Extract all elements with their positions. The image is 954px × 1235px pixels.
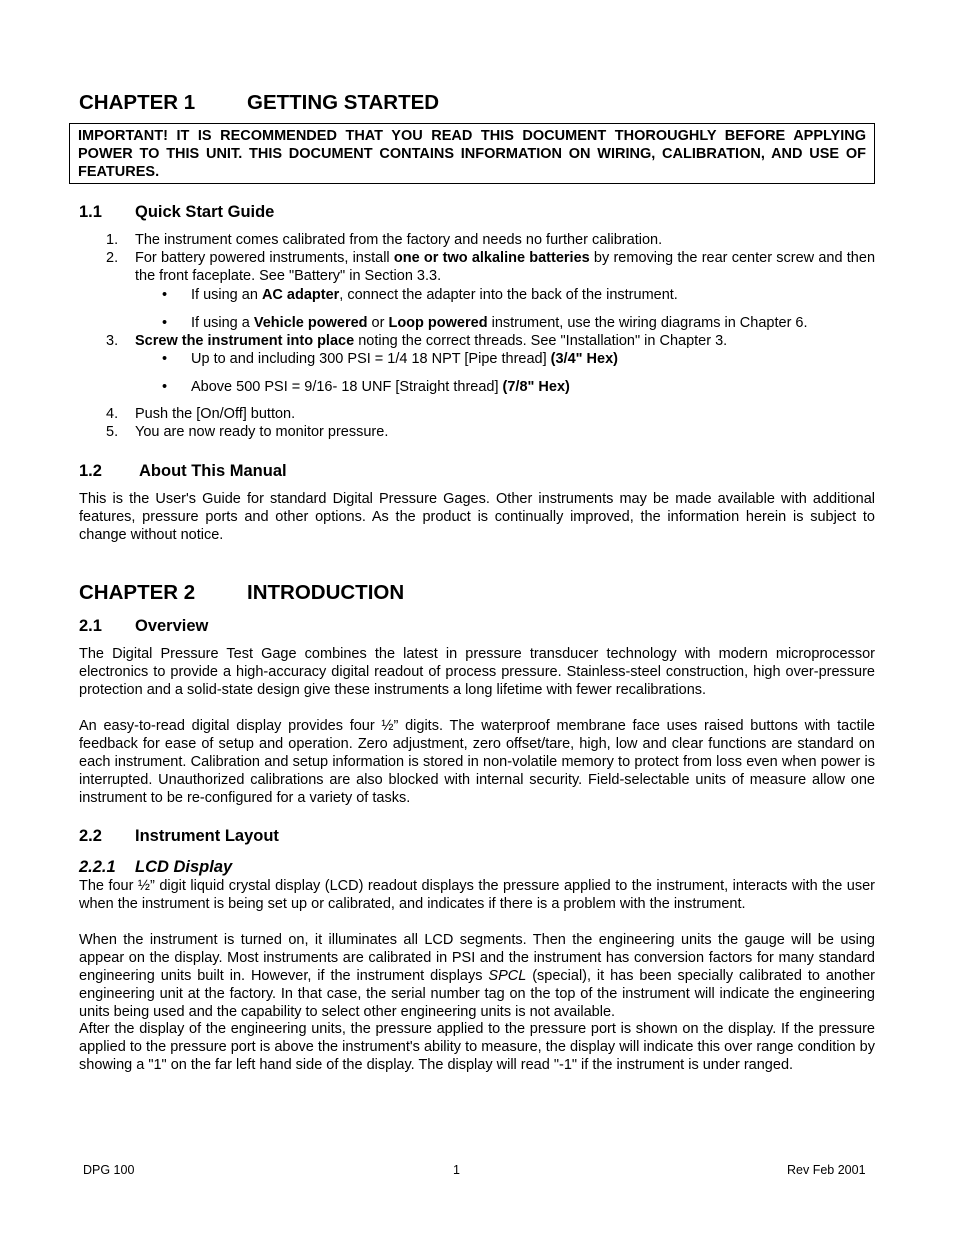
item-text-bold: one or two alkaline batteries <box>393 250 590 266</box>
lcd-paragraph-1: The four ½” digit liquid crystal display (LCD) readout displays the pressure applied to the instrument, interacts with the user when the instrument is being set up or calibrated, and indicates if there is a problem with the instrument. <box>79 878 875 912</box>
lcd-paragraph-3: After the display of the engineering units, the pressure applied to the pressure port is shown on the display. If the pressure applied to the pressure port is above the instrument's ability to measure, the display will indicate this over range condition by showing a "1" on the far left hand side of the display. The display will read "-1" if the instrument is under ranged. <box>79 1021 875 1073</box>
item-text: You are now ready to monitor pressure. <box>135 424 389 440</box>
bullet-icon: • <box>162 315 168 331</box>
footer-page-number: 1 <box>453 1163 460 1177</box>
bullet-icon: • <box>162 351 168 367</box>
chapter-2-heading <box>79 581 875 605</box>
chapter-number: CHAPTER 2 <box>79 581 196 604</box>
paragraph-text: When the instrument is turned on, it illuminates all LCD segments. Then the engineering units the gauge will be using appear on the display. Most instruments are calibrated in PSI and the instrument has conversion factors for many standard engineering units built in. However, if the instrument displays <box>79 932 875 984</box>
chapter-title: GETTING STARTED <box>247 91 440 114</box>
item-number: 5. <box>106 424 119 440</box>
chapter-title: INTRODUCTION <box>247 581 405 604</box>
item-number: 2. <box>106 250 119 266</box>
bullet-item <box>79 378 875 396</box>
overview-paragraph-2: An easy-to-read digital display provides four ½” digits. The waterproof membrane face uses raised buttons with tactile feedback for ease of setup and operation. Zero adjustment, zero offset/tare, high, low and clear functions are standard on each instrument. Calibration and setup information is stored in non-volatile memory to protect from loss even when power is interrupted. Unauthorized calibrations are also blocked with internal security. Field-selectable units of measure allow one instrument to be re-configured for a variety of tasks. <box>79 718 875 806</box>
item-number: 1. <box>106 232 119 248</box>
about-manual-paragraph: This is the User's Guide for standard Digital Pressure Gages. Other instruments may be made available with additional features, pressure ports and other options. As the product is continually improved, the information herein is subject to change without notice. <box>79 491 875 543</box>
item-text: The instrument comes calibrated from the factory and needs no further calibration. <box>135 232 663 248</box>
list-item <box>79 231 875 249</box>
document-page <box>79 0 875 1235</box>
section-number: 1.2 <box>79 462 102 480</box>
list-item <box>79 405 875 423</box>
section-title: About This Manual <box>139 462 287 480</box>
bullet-icon: • <box>162 287 168 303</box>
bullet-item <box>79 286 875 304</box>
important-notice-box: IMPORTANT! IT IS RECOMMENDED THAT YOU READ THIS DOCUMENT THOROUGHLY BEFORE APPLYING POWER TO THIS UNIT. THIS DOCUMENT CONTAINS INFORMATION ON WIRING, CALIBRATION, AND USE OF FEATURES. <box>69 123 875 184</box>
section-title: LCD Display <box>135 858 233 876</box>
item-text: Above 500 PSI = 9/16- 18 UNF [Straight thread] <box>191 379 503 395</box>
item-text-bold: Loop powered <box>388 315 488 331</box>
quick-start-list <box>79 231 875 441</box>
footer-left: DPG 100 <box>83 1163 135 1177</box>
item-text: noting the correct threads. See "Installation" in Chapter 3. <box>354 333 728 349</box>
paragraph-text-italic: SPCL <box>488 968 527 984</box>
item-text: instrument, use the wiring diagrams in Chapter 6. <box>487 315 808 331</box>
section-number: 1.1 <box>79 203 102 221</box>
list-item <box>79 332 875 350</box>
section-1-1-heading <box>79 202 875 222</box>
overview-paragraph-1: The Digital Pressure Test Gage combines the latest in pressure transducer technology with modern microprocessor electronics to provide a high-accuracy digital readout of process pressure. Stainless-steel construction, high over-pressure protection and a solid-state design give these instruments a long lifetime with fewer recalibrations. <box>79 646 875 698</box>
section-number: 2.2 <box>79 827 102 845</box>
section-number: 2.2.1 <box>79 858 116 876</box>
item-text-bold: (7/8" Hex) <box>502 379 570 395</box>
item-text-bold: (3/4" Hex) <box>550 351 618 367</box>
lcd-paragraph-2 <box>79 931 875 1021</box>
section-2-2-heading <box>79 826 875 846</box>
section-2-2-1-heading <box>79 857 875 877</box>
item-text: , connect the adapter into the back of the instrument. <box>339 287 678 303</box>
item-number: 3. <box>106 333 119 349</box>
section-title: Quick Start Guide <box>135 203 275 221</box>
section-title: Instrument Layout <box>135 827 279 845</box>
item-text-bold: Screw the instrument into place <box>135 333 355 349</box>
chapter-number: CHAPTER 1 <box>79 91 196 114</box>
item-text: If using a <box>191 315 254 331</box>
item-text: Push the [On/Off] button. <box>135 406 296 422</box>
item-text: For battery powered instruments, install <box>135 250 394 266</box>
section-2-1-heading <box>79 616 875 636</box>
section-1-2-heading <box>79 461 875 481</box>
item-text: by removing the rear center screw and then the front faceplate. See "Battery" in Section 3.3. <box>135 250 876 284</box>
list-item <box>79 423 875 441</box>
bullet-icon: • <box>162 379 168 395</box>
bullet-item <box>79 314 875 332</box>
item-number: 4. <box>106 406 119 422</box>
section-number: 2.1 <box>79 617 102 635</box>
section-title: Overview <box>135 617 209 635</box>
item-text-bold: AC adapter <box>261 287 340 303</box>
list-item <box>79 249 875 285</box>
item-text: If using an <box>191 287 262 303</box>
item-text-bold: Vehicle powered <box>253 315 368 331</box>
bullet-item <box>79 350 875 368</box>
chapter-1-heading <box>79 91 875 115</box>
footer-right: Rev Feb 2001 <box>787 1163 866 1177</box>
paragraph-text: (special), it has been specially calibrated to another engineering unit at the factory. In that case, the serial number tag on the top of the instrument will indicate the engineering units being used and the capability to select other engineering units is not available. <box>79 968 875 1020</box>
item-text: or <box>367 315 389 331</box>
item-text: Up to and including 300 PSI = 1/4 18 NPT [Pipe thread] <box>191 351 551 367</box>
